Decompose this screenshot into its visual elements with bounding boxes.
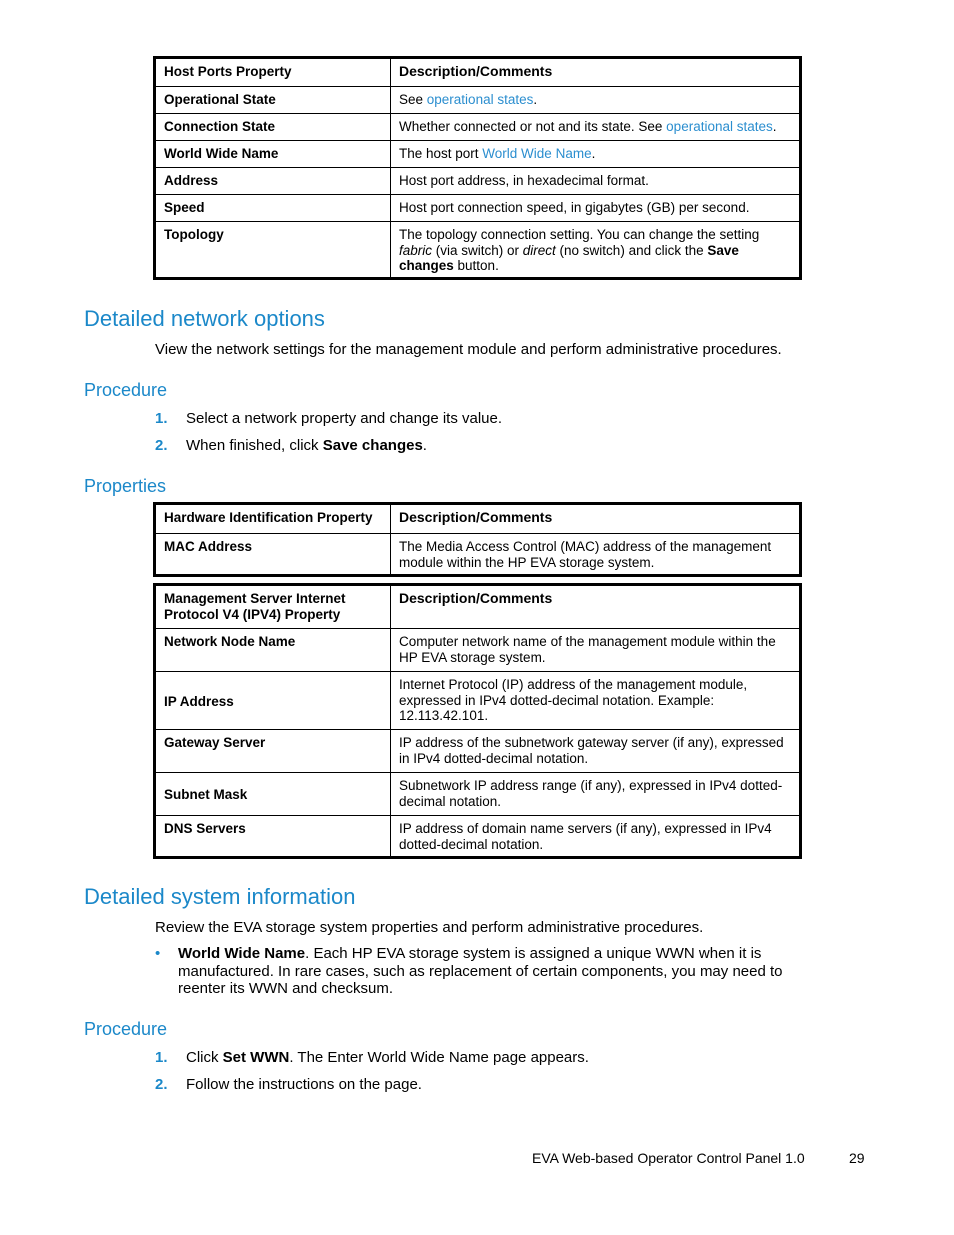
network-intro: View the network settings for the management module and perform administrative procedures. [155, 341, 782, 358]
column-header: Hardware Identification Property [155, 504, 391, 534]
description-cell: Computer network name of the management module within the HP EVA storage system. [391, 629, 801, 672]
property-cell: Speed [155, 195, 391, 222]
table-row [155, 534, 801, 576]
description-cell [391, 141, 801, 168]
description-cell [391, 222, 801, 279]
description-cell [391, 114, 801, 141]
properties-heading: Properties [84, 476, 167, 496]
system-step-1 [155, 1049, 589, 1066]
description-text: . [533, 92, 538, 107]
column-header: Host Ports Property [155, 58, 391, 87]
footer-doc-title: EVA Web-based Operator Control Panel 1.0 [532, 1150, 805, 1166]
property-cell: Network Node Name [155, 629, 391, 672]
system-intro: Review the EVA storage system properties and perform administrative procedures. [155, 919, 704, 936]
description-cell: Internet Protocol (IP) address of the management module, expressed in IPv4 dotted-decimal notation. Example: 12.113.42.101. [391, 672, 801, 730]
property-cell: Subnet Mask [155, 773, 391, 816]
ipv4-table [153, 583, 802, 859]
step-text: Select a network property and change its value. [186, 410, 503, 427]
property-cell: Connection State [155, 114, 391, 141]
network-step-2 [155, 437, 427, 454]
table-header-row [155, 504, 801, 534]
host-ports-table [153, 56, 802, 280]
step-text: . [422, 437, 427, 454]
fabric-term: fabric [399, 242, 433, 258]
save-changes-term: Save changes [399, 242, 739, 273]
description-text: (via switch) or [432, 242, 523, 258]
description-text: (no switch) and click the [555, 242, 708, 258]
world-wide-name-link[interactable]: World Wide Name [482, 146, 592, 161]
property-cell: Operational State [155, 87, 391, 114]
step-number: 2. [155, 1076, 168, 1093]
description-text: . [772, 119, 777, 134]
description-cell: Host port connection speed, in gigabytes (GB) per second. [391, 195, 801, 222]
property-cell: DNS Servers [155, 816, 391, 858]
description-cell: IP address of the subnetwork gateway server (if any), expressed in IPv4 dotted-decimal notation. [391, 730, 801, 773]
table-row [155, 114, 801, 141]
system-procedure-heading: Procedure [84, 1019, 168, 1039]
table-row [155, 629, 801, 672]
description-cell: IP address of domain name servers (if any), expressed in IPv4 dotted-decimal notation. [391, 816, 801, 858]
description-text: See [399, 92, 427, 107]
property-cell: Topology [155, 222, 391, 279]
description-cell: Subnetwork IP address range (if any), expressed in IPv4 dotted-decimal notation. [391, 773, 801, 816]
table-row [155, 672, 801, 730]
table-row [155, 168, 801, 195]
column-header: Description/Comments [391, 58, 801, 87]
table-row [155, 141, 801, 168]
column-header: Description/Comments [391, 504, 801, 534]
step-text: Click [186, 1049, 223, 1066]
save-changes-term: Save changes [322, 437, 423, 454]
system-information-heading: Detailed system information [84, 884, 356, 909]
wwn-bullet [155, 945, 795, 998]
property-cell: Gateway Server [155, 730, 391, 773]
property-cell: IP Address [155, 672, 391, 730]
description-text: The host port [399, 146, 483, 161]
direct-term: direct [522, 242, 556, 258]
table-row [155, 87, 801, 114]
column-header: Management Server Internet Protocol V4 (IPV4) Property [155, 585, 391, 629]
table-row [155, 730, 801, 773]
table-row [155, 222, 801, 279]
hardware-id-table [153, 502, 802, 577]
world-wide-name-term: World Wide Name [178, 945, 306, 962]
description-cell: The Media Access Control (MAC) address of the management module within the HP EVA storage system. [391, 534, 801, 576]
description-cell: Host port address, in hexadecimal format. [391, 168, 801, 195]
system-step-2 [155, 1076, 422, 1093]
operational-states-link[interactable]: operational states [426, 92, 534, 107]
network-options-heading: Detailed network options [84, 306, 325, 331]
step-number: 1. [155, 1049, 168, 1066]
table-header-row [155, 585, 801, 629]
bullet-body: . Each HP EVA storage system is assigned a unique WWN when it is manufactured. In rare cases, such as replacement of certain components, you may need to reenter its WWN and checksum. [178, 945, 783, 997]
property-cell: Address [155, 168, 391, 195]
network-procedure-heading: Procedure [84, 380, 168, 400]
set-wwn-term: Set WWN [222, 1049, 290, 1066]
description-text: . [591, 146, 596, 161]
description-cell [391, 87, 801, 114]
table-row [155, 816, 801, 858]
step-text: . The Enter World Wide Name page appears. [289, 1049, 589, 1066]
description-text: button. [453, 258, 499, 273]
property-cell: World Wide Name [155, 141, 391, 168]
step-text: Follow the instructions on the page. [186, 1076, 422, 1093]
step-number: 1. [155, 410, 168, 427]
step-text: When finished, click [186, 437, 323, 454]
table-header-row [155, 58, 801, 87]
column-header: Description/Comments [391, 585, 801, 629]
description-text: Whether connected or not and its state. See [399, 119, 667, 134]
network-step-1 [155, 410, 502, 427]
step-number: 2. [155, 437, 168, 454]
bullet-text [178, 945, 795, 998]
description-text: The topology connection setting. You can change the setting [399, 227, 760, 242]
table-row [155, 195, 801, 222]
property-cell: MAC Address [155, 534, 391, 576]
footer-page-number: 29 [849, 1150, 865, 1166]
bullet-icon: • [155, 945, 161, 962]
operational-states-link[interactable]: operational states [666, 119, 773, 134]
table-row [155, 773, 801, 816]
